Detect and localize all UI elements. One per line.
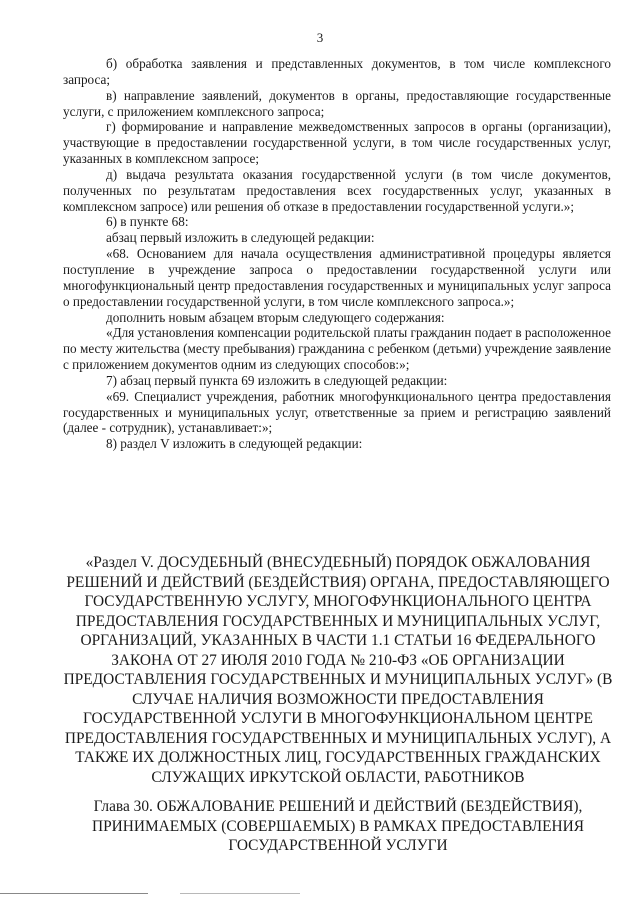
scan-artifact-line	[0, 893, 148, 894]
page-number: 3	[316, 30, 324, 45]
paragraph: «68. Основанием для начала осуществления административной процедуры является поступление в учреждение запроса о предоставлении государственной услуги или многофункциональный центр предоставления государственных и муниципальных услуг запроса о предоставлении государственной услуги, в том числе комплексного запроса.»;	[63, 246, 611, 309]
paragraph: в) направление заявлений, документов в органы, предоставляющие государственные услуги, с приложением комплексного запроса;	[63, 87, 611, 119]
paragraph: «69. Специалист учреждения, работник многофункционального центра предоставления государственных и муниципальных услуг, ответственные за прием и регистрацию заявлений (далее - сотрудник), устанавливает:»;	[63, 388, 611, 436]
paragraph: б) обработка заявления и представленных документов, в том числе комплексного запроса;	[63, 56, 611, 87]
document-body	[63, 56, 611, 452]
scan-artifact-line	[180, 893, 300, 894]
paragraph: абзац первый изложить в следующей редакции:	[106, 230, 375, 246]
paragraph: д) выдача результата оказания государственной услуги (в том числе документов, полученных по результатам предоставления всех государственных услуг, указанных в комплексном запросе) или решения об отказе в предоставлении государственной услуги.»;	[63, 166, 611, 214]
paragraph: дополнить новым абзацем вторым следующего содержания:	[106, 309, 445, 325]
paragraph: «Для установления компенсации родительской платы гражданин подает в расположенное по месту жительства (месту пребывания) гражданина с ребенком (детьми) учреждение заявление с приложением документов одним из следующих способов:»;	[63, 325, 611, 373]
paragraph: 8) раздел V изложить в следующей редакции:	[106, 436, 363, 452]
paragraph: г) формирование и направление межведомственных запросов в органы (организации), участвующие в предоставлении государственной услуги, в том числе государственных услуг, указанных в комплексном запросе;	[63, 119, 611, 167]
chapter-heading: Глава 30. ОБЖАЛОВАНИЕ РЕШЕНИЙ И ДЕЙСТВИЙ (БЕЗДЕЙСТВИЯ), ПРИНИМАЕМЫХ (СОВЕРШАЕМЫХ) В РАМКАХ ПРЕДОСТАВЛЕНИЯ ГОСУДАРСТВЕННОЙ УСЛУГИ	[91, 798, 584, 854]
section-heading: «Раздел V. ДОСУДЕБНЫЙ (ВНЕСУДЕБНЫЙ) ПОРЯДОК ОБЖАЛОВАНИЯ РЕШЕНИЙ И ДЕЙСТВИЙ (БЕЗДЕЙСТВИЯ) ОРГАНА, ПРЕДОСТАВЛЯЮЩЕГО ГОСУДАРСТВЕННУЮ УСЛУГУ, МНОГОФУНКЦИОНАЛЬНОГО ЦЕНТРА ПРЕДОСТАВЛЕНИЯ ГОСУДАРСТВЕННЫХ И МУНИЦИПАЛЬНЫХ УСЛУГ, ОРГАНИЗАЦИЙ, УКАЗАННЫХ В ЧАСТИ 1.1 СТАТЬИ 16 ФЕДЕРАЛЬНОГО ЗАКОНА ОТ 27 ИЮЛЯ 2010 ГОДА № 210-ФЗ «ОБ ОРГАНИЗАЦИИ ПРЕДОСТАВЛЕНИЯ ГОСУДАРСТВЕННЫХ И МУНИЦИПАЛЬНЫХ УСЛУГ» (В СЛУЧАЕ НАЛИЧИЯ ВОЗМОЖНОСТИ ПРЕДОСТАВЛЕНИЯ ГОСУДАРСТВЕННОЙ УСЛУГИ В МНОГОФУНКЦИОНАЛЬНОМ ЦЕНТРЕ ПРЕДОСТАВЛЕНИЯ ГОСУДАРСТВЕННЫХ И МУНИЦИПАЛЬНЫХ УСЛУГ), А ТАКЖЕ ИХ ДОЛЖНОСТНЫХ ЛИЦ, ГОСУДАРСТВЕННЫХ ГРАЖДАНСКИХ СЛУЖАЩИХ ИРКУТСКОЙ ОБЛАСТИ, РАБОТНИКОВ	[63, 554, 613, 786]
paragraph: 7) абзац первый пункта 69 изложить в следующей редакции:	[106, 372, 448, 388]
paragraph: 6) в пункте 68:	[106, 214, 189, 230]
